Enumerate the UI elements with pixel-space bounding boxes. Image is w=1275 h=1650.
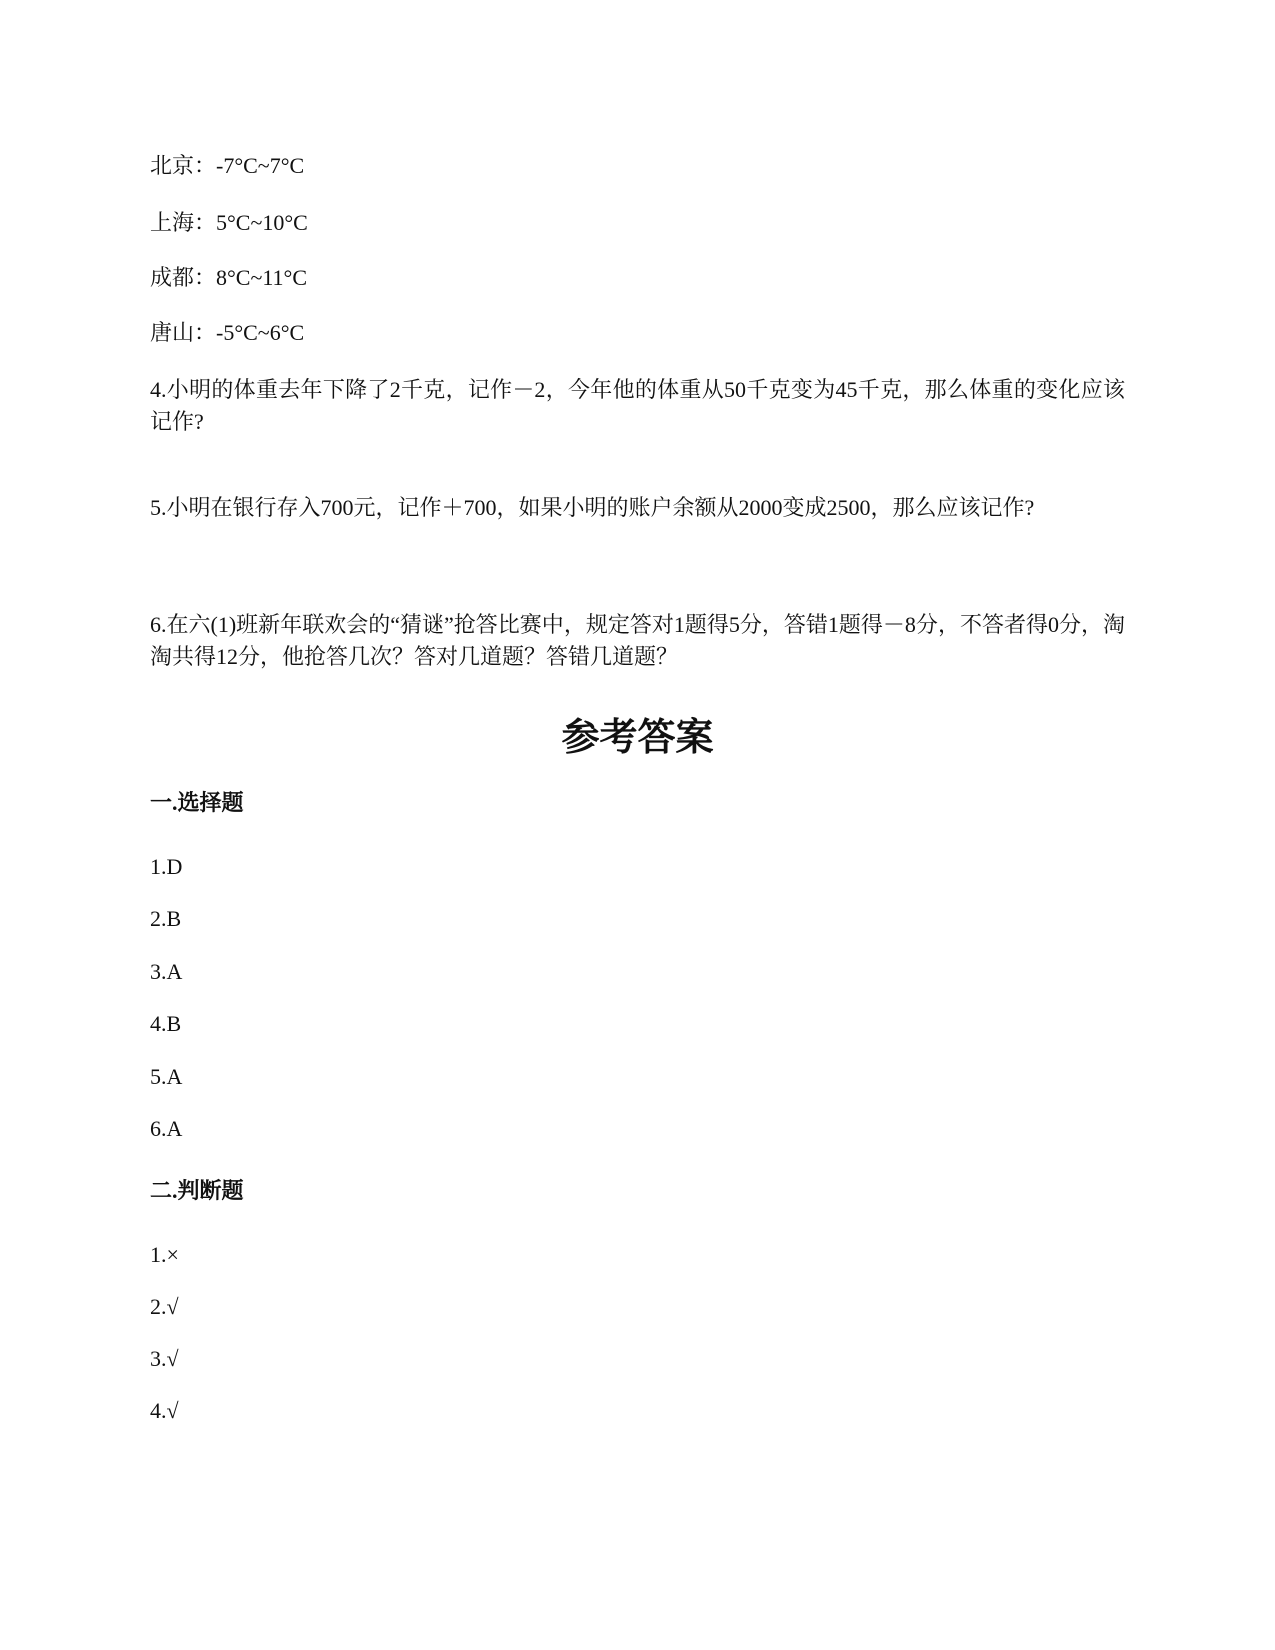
question-5: 5.小明在银行存入700元，记作＋700，如果小明的账户余额从2000变成2500，那么应该记作? — [150, 495, 1035, 520]
choice-answer-5: 5.A — [150, 1064, 183, 1089]
choice-answer-4: 4.B — [150, 1011, 182, 1036]
judgement-answer-3: 3.√ — [150, 1346, 179, 1371]
choice-answer-2: 2.B — [150, 906, 182, 931]
temperature-shanghai: 上海：5°C~10°C — [150, 210, 308, 235]
section-judgement-title: 二.判断题 — [150, 1178, 244, 1203]
judgement-answer-4: 4.√ — [150, 1398, 179, 1423]
temperature-beijing: 北京：-7°C~7°C — [150, 153, 305, 178]
judgement-answer-1: 1.× — [150, 1242, 179, 1267]
choice-answer-3: 3.A — [150, 959, 183, 984]
judgement-answer-2: 2.√ — [150, 1294, 179, 1319]
choice-answer-6: 6.A — [150, 1116, 183, 1141]
choice-answer-1: 1.D — [150, 854, 183, 879]
temperature-tangshan: 唐山：-5°C~6°C — [150, 320, 305, 345]
answers-title: 参考答案 — [561, 714, 714, 759]
question-6: 6.在六(1)班新年联欢会的“猜谜”抢答比赛中，规定答对1题得5分，答错1题得－8分，不答者得0分，淘淘共得12分，他抢答几次？答对几道题？答错几道题？ — [150, 612, 1125, 669]
question-4: 4.小明的体重去年下降了2千克，记作－2，今年他的体重从50千克变为45千克，那么体重的变化应该记作? — [150, 377, 1125, 434]
temperature-chengdu: 成都：8°C~11°C — [150, 265, 308, 290]
section-choice-title: 一.选择题 — [150, 790, 244, 815]
